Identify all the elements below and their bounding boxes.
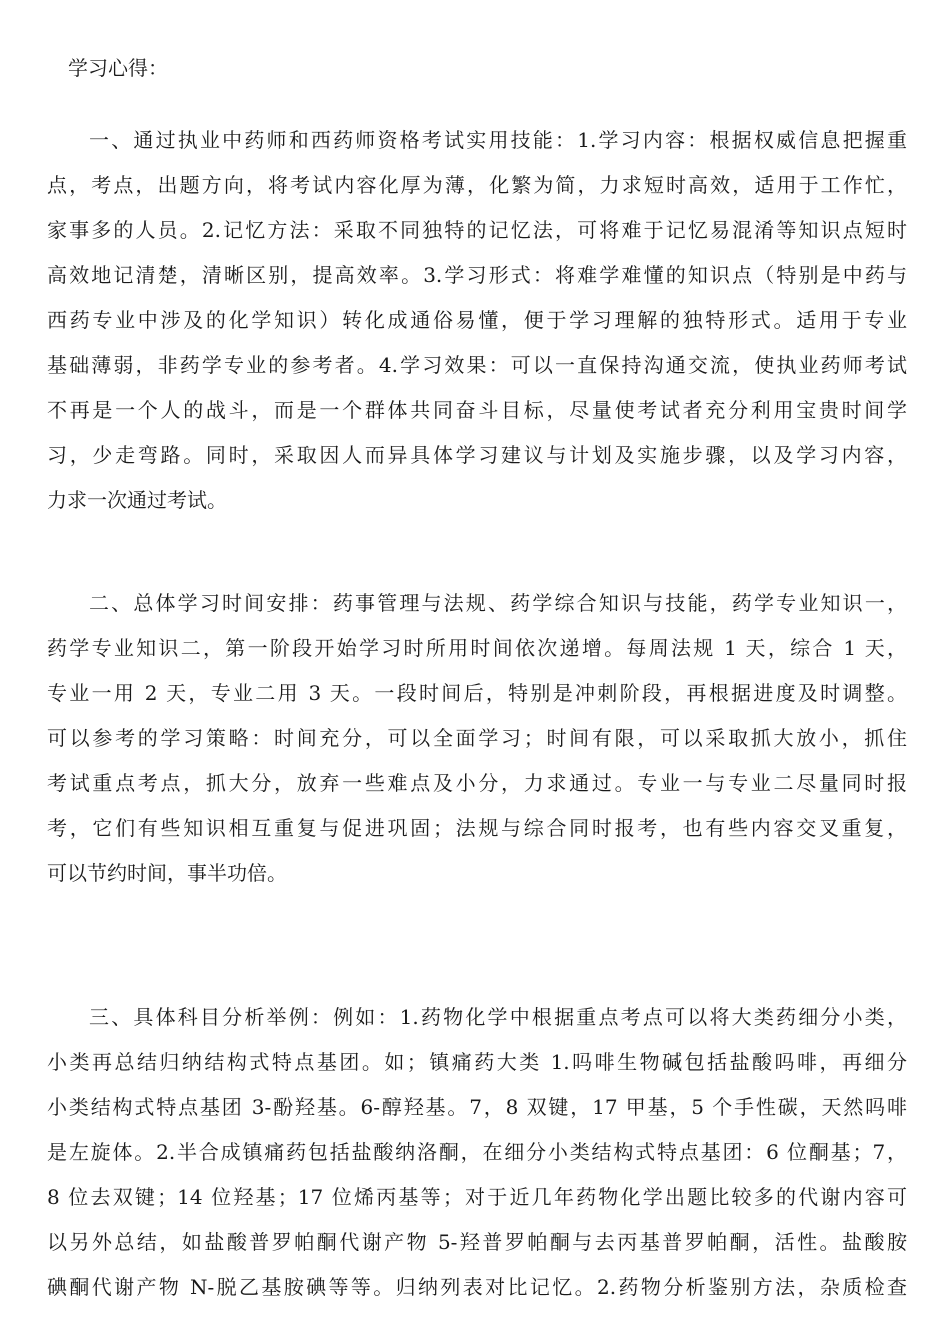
text-line: 专业一用 2 天，专业二用 3 天。一段时间后，特别是冲刺阶段，再根据进度及时调整。 (47, 681, 907, 705)
text-line: 习，少走弯路。同时，采取因人而异具体学习建议与计划及实施步骤，以及学习内容， (47, 443, 907, 467)
text-line: 药学专业知识二，第一阶段开始学习时所用时间依次递增。每周法规 1 天，综合 1 天， (47, 636, 907, 660)
text-line: 一、通过执业中药师和西药师资格考试实用技能：1.学习内容：根据权威信息把握重 (89, 128, 907, 152)
text-line: 点，考点，出题方向，将考试内容化厚为薄，化繁为简，力求短时高效，适用于工作忙， (47, 173, 907, 197)
text-line: 考，它们有些知识相互重复与促进巩固；法规与综合同时报考，也有些内容交叉重复， (47, 816, 907, 840)
text-line: 力求一次通过考试。 (47, 488, 227, 512)
text-line: 可以节约时间，事半功倍。 (47, 861, 287, 885)
text-line: 小类再总结归纳结构式特点基团。如；镇痛药大类 1.吗啡生物碱包括盐酸吗啡，再细分 (47, 1050, 907, 1074)
text-line: 基础薄弱，非药学专业的参考者。4.学习效果：可以一直保持沟通交流，使执业药师考试 (47, 353, 907, 377)
text-line: 二、总体学习时间安排：药事管理与法规、药学综合知识与技能，药学专业知识一， (89, 591, 907, 615)
text-line: 可以参考的学习策略：时间充分，可以全面学习；时间有限，可以采取抓大放小，抓住 (47, 726, 907, 750)
text-line: 是左旋体。2.半合成镇痛药包括盐酸纳洛酮，在细分小类结构式特点基团：6 位酮基；7， (47, 1140, 907, 1164)
paragraph-subject-analysis (47, 995, 907, 1310)
text-line: 高效地记清楚，清晰区别，提高效率。3.学习形式：将难学难懂的知识点（特别是中药与 (47, 263, 907, 287)
text-line: 碘酮代谢产物 N-脱乙基胺碘等等。归纳列表对比记忆。2.药物分析鉴别方法，杂质检查 (47, 1275, 907, 1299)
text-line: 家事多的人员。2.记忆方法：采取不同独特的记忆法，可将难于记忆易混淆等知识点短时 (47, 218, 907, 242)
document-title: 学习心得： (68, 56, 168, 80)
text-line: 考试重点考点，抓大分，放弃一些难点及小分，力求通过。专业一与专业二尽量同时报 (47, 771, 907, 795)
text-line: 不再是一个人的战斗，而是一个群体共同奋斗目标，尽量使考试者充分利用宝贵时间学 (47, 398, 907, 422)
paragraph-time-schedule (47, 581, 907, 896)
text-line: 三、具体科目分析举例：例如：1.药物化学中根据重点考点可以将大类药细分小类， (89, 1005, 907, 1029)
paragraph-study-skills (47, 118, 907, 523)
text-line: 小类结构式特点基团 3-酚羟基。6-醇羟基。7，8 双键，17 甲基，5 个手性碳，天然吗啡 (47, 1095, 907, 1119)
text-line: 8 位去双键；14 位羟基；17 位烯丙基等；对于近几年药物化学出题比较多的代谢内容可 (47, 1185, 907, 1209)
text-line: 西药专业中涉及的化学知识）转化成通俗易懂，便于学习理解的独特形式。适用于专业 (47, 308, 907, 332)
text-line: 以另外总结，如盐酸普罗帕酮代谢产物 5-羟普罗帕酮与去丙基普罗帕酮，活性。盐酸胺 (47, 1230, 907, 1254)
